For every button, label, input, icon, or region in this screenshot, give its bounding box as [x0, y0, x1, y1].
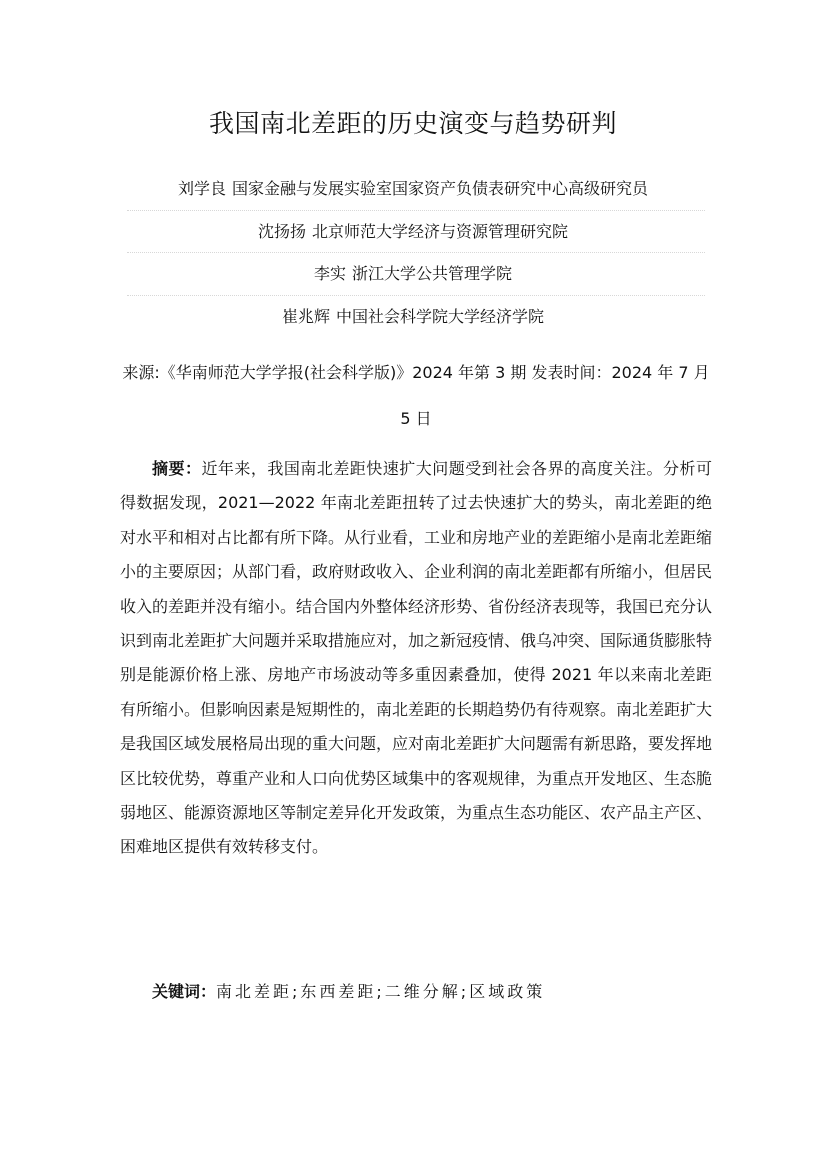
abstract-label: 摘要：: [152, 459, 202, 478]
dotted-divider: [127, 210, 705, 211]
dotted-divider: [127, 295, 705, 296]
author-affiliation: 浙江大学公共管理学院: [352, 264, 513, 283]
author-affiliation: 中国社会科学院大学经济学院: [336, 307, 545, 326]
keywords-list: 南北差距;东西差距;二维分解;区域政策: [216, 982, 546, 1001]
author-line: [0, 262, 826, 286]
abstract-text: 近年来，我国南北差距快速扩大问题受到社会各界的高度关注。分析可得数据发现，2021—2022 年南北差距扭转了过去快速扩大的势头，南北差距的绝对水平和相对占比都有所下降。从行业看，工业和房地产业的差距缩小是南北差距缩小的主要原因；从部门看，政府财政收入、企业利润的南北差距都有所缩小，但居民收入的差距并没有缩小。结合国内外整体经济形势、省份经济表现等，我国已充分认识到南北差距扩大问题并采取措施应对，加之新冠疫情、俄乌冲突、国际通货膨胀特别是能源价格上涨、房地产市场波动等多重因素叠加，使得 2021 年以来南北差距有所缩小。但影响因素是短期性的，南北差距的长期趋势仍有待观察。南北差距扩大是我国区域发展格局出现的重大问题，应对南北差距扩大问题需有新思路，要发挥地区比较优势，尊重产业和人口向优势区域集中的客观规律，为重点开发地区、生态脆弱地区、能源资源地区等制定差异化开发政策，为重点生态功能区、农产品主产区、困难地区提供有效转移支付。: [120, 459, 713, 857]
author-affiliation: 北京师范大学经济与资源管理研究院: [312, 222, 569, 241]
author-line: [0, 177, 826, 201]
abstract-paragraph: [120, 452, 712, 865]
keywords-label: 关键词：: [152, 982, 217, 1001]
source-info: 来源:《华南师范大学学报(社会科学版)》2024 年第 3 期 发表时间：2024 年 7 月 5 日: [122, 363, 710, 428]
author-line: [0, 305, 826, 329]
author-affiliation: 国家金融与发展实验室国家资产负债表研究中心高级研究员: [232, 179, 649, 198]
author-line: [0, 220, 826, 244]
author-name: 刘学良: [177, 179, 226, 198]
author-name: 崔兆辉: [281, 307, 330, 326]
dotted-divider: [127, 252, 705, 253]
author-name: 沈扬扬: [257, 222, 306, 241]
author-name: 李实: [313, 264, 346, 283]
keywords-line: [120, 976, 712, 1008]
article-title: 我国南北差距的历史演变与趋势研判: [208, 109, 617, 138]
